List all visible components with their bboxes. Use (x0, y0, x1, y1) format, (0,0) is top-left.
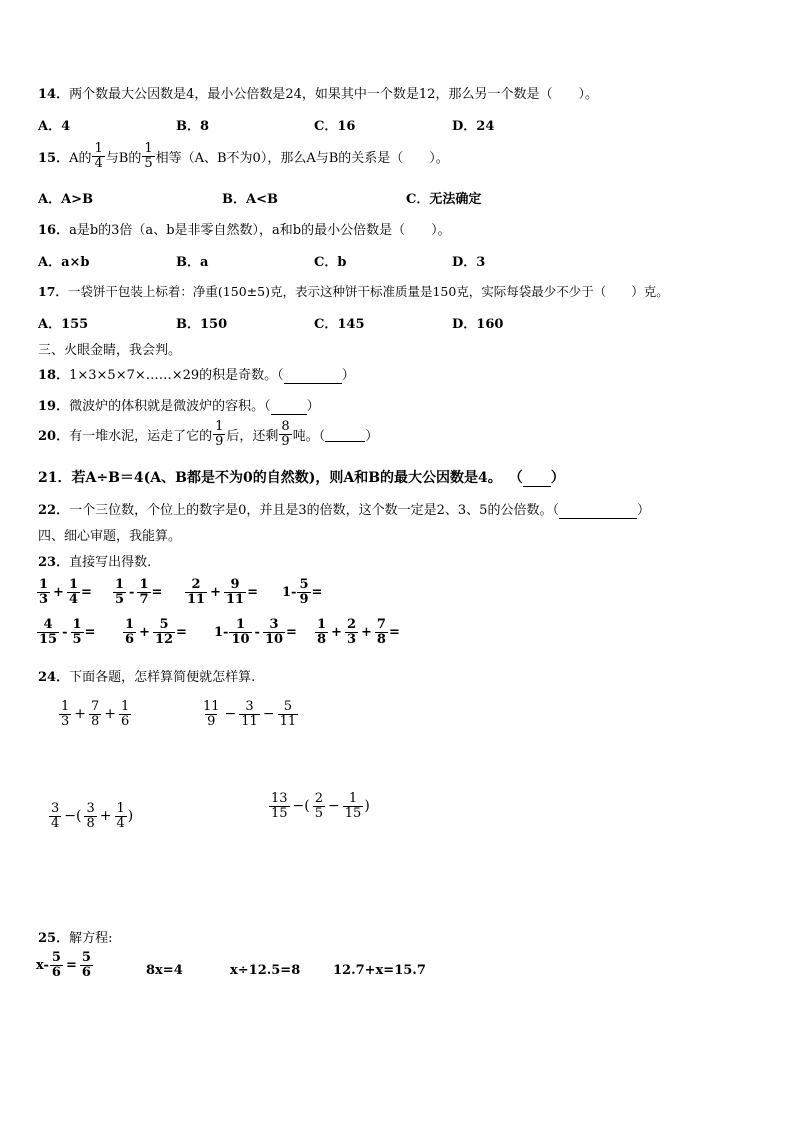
option-c[interactable]: C．145 (314, 317, 365, 332)
simplify-expression-2: $\frac{11}{9}$ − $\frac{3}{11}$ − $\frac{5}{11}$ (203, 699, 297, 729)
calc-item: $\frac{4}{15}$ - $\frac{1}{5}$ = (39, 617, 96, 647)
question-15 (38, 142, 449, 170)
option-b[interactable]: B．a (176, 255, 209, 270)
question-text: 吨。（ (292, 428, 326, 444)
fraction: $\frac{1}{5}$ (144, 141, 153, 171)
option-c[interactable]: C．16 (314, 119, 356, 134)
calc-item: 1- $\frac{5}{9}$ = (282, 577, 323, 607)
option-b[interactable]: B．8 (176, 119, 210, 134)
section-heading-4: 四、细心审题，我能算。 (38, 529, 182, 544)
question-text: 下面各题，怎样算简便就怎样算. (69, 670, 256, 685)
question-number: 20． (38, 428, 70, 444)
question-14 (38, 83, 598, 102)
section-heading-3: 三、火眼金睛，我会判。 (38, 343, 182, 358)
option-d[interactable]: D．24 (452, 119, 495, 134)
calc-item: $\frac{1}{5}$ - $\frac{1}{7}$ = (115, 577, 163, 607)
question-text: 两个数最大公因数是4，最小公倍数是24，如果其中一个数是12，那么另一个数是（ ）。 (69, 87, 598, 102)
simplify-expression-4: $\frac{13}{15}$ −( $\frac{2}{5}$ − $\frac{1}{15}$ ) (271, 791, 370, 821)
answer-blank[interactable] (284, 368, 342, 384)
option-d[interactable]: D．160 (452, 317, 504, 332)
question-text: a是b的3倍（a、b是非零自然数），a和b的最小公倍数是（ ）。 (69, 223, 451, 238)
question-18: 18．1×3×5×7×……×29的积是奇数。（ ） (38, 368, 355, 383)
question-16 (38, 219, 451, 238)
equation-1: x- $\frac{5}{6}$ = $\frac{5}{6}$ (36, 950, 91, 980)
question-22: 22．一个三位数，个位上的数字是0，并且是3的倍数，这个数一定是2、3、5的公倍数。（ ） (38, 503, 650, 518)
question-number: 18． (38, 368, 70, 383)
question-number: 22． (38, 503, 70, 518)
equation-2: 8x=4 (146, 963, 183, 978)
question-number: 15． (38, 150, 70, 166)
question-text: 一袋饼干包装上标着：净重(150±5)克，表示这种饼干标准质量是150克，实际每袋最少不少于（ ）克。 (67, 284, 669, 299)
calc-item: 1- $\frac{1}{10}$ - $\frac{3}{10}$ = (214, 617, 297, 647)
answer-blank[interactable] (271, 399, 307, 415)
option-a[interactable]: A．155 (38, 317, 89, 332)
question-23 (38, 551, 151, 570)
option-d[interactable]: D．3 (452, 255, 486, 270)
question-21: 21．若A÷B＝4(A、B都是不为0的自然数)，则A和B的最大公因数是4。 （ ） (38, 470, 565, 486)
question-number: 23． (38, 555, 70, 570)
option-c[interactable]: C．无法确定 (406, 192, 482, 207)
question-17 (38, 282, 669, 300)
option-b[interactable]: B．A<B (222, 192, 278, 207)
question-text: 与B的 (105, 150, 142, 166)
question-text: 一个三位数，个位上的数字是0，并且是3的倍数，这个数一定是2、3、5的公倍数。（ (69, 503, 559, 518)
fraction: $\frac{1}{4}$ (94, 141, 103, 171)
question-number: 14． (38, 87, 70, 102)
question-number: 17． (38, 284, 68, 299)
simplify-expression-1: $\frac{1}{3}$ + $\frac{7}{8}$ + $\frac{1}{6}$ (61, 699, 130, 729)
question-text: 直接写出得数. (69, 555, 152, 570)
question-text: 相等（A、B不为0），那么A与B的关系是（ ）。 (155, 150, 449, 166)
question-number: 25． (38, 931, 70, 946)
option-a[interactable]: A．4 (38, 119, 71, 134)
option-b[interactable]: B．150 (176, 317, 228, 332)
question-text: 1×3×5×7×……×29的积是奇数。（ (69, 368, 284, 383)
question-text: 有一堆水泥，运走了它的 (69, 428, 213, 444)
fraction: $\frac{1}{9}$ (215, 419, 224, 449)
question-text: 解方程: (69, 931, 113, 946)
equation-3: x÷12.5=8 (230, 963, 301, 978)
question-24 (38, 666, 255, 685)
option-c[interactable]: C．b (314, 255, 347, 270)
fraction: $\frac{8}{9}$ (281, 419, 290, 449)
question-number: 24． (38, 670, 70, 685)
question-number: 19． (38, 399, 70, 414)
calc-item: $\frac{2}{11}$ + $\frac{9}{11}$ = (187, 577, 258, 607)
question-text: 若A÷B＝4(A、B都是不为0的自然数)，则A和B的最大公因数是4。 (71, 470, 502, 486)
option-a[interactable]: A．a×b (38, 255, 90, 270)
calc-item: $\frac{1}{6}$ + $\frac{5}{12}$ = (125, 617, 187, 647)
question-text: 后，还剩 (226, 428, 279, 444)
question-number: 21． (38, 470, 72, 486)
answer-blank[interactable] (559, 503, 637, 519)
option-a[interactable]: A．A>B (38, 192, 94, 207)
calc-item: $\frac{1}{8}$ + $\frac{2}{3}$ + $\frac{7}{8}$ = (317, 617, 400, 647)
question-19: 19．微波炉的体积就是微波炉的容积。（ ） (38, 399, 320, 414)
question-text: 微波炉的体积就是微波炉的容积。（ (69, 399, 271, 414)
answer-blank[interactable] (325, 426, 365, 442)
question-text: A的 (69, 150, 92, 166)
question-number: 16． (38, 223, 70, 238)
question-20: 20． 有一堆水泥，运走了它的 $\frac{1}{9}$ 后，还剩 $\frac{8}{9}$ 吨。（ ） (38, 419, 379, 449)
equation-4: 12.7+x=15.7 (333, 963, 426, 978)
simplify-expression-3: $\frac{3}{4}$ −( $\frac{3}{8}$ + $\frac{1}{4}$ ) (51, 801, 134, 831)
question-25 (38, 927, 112, 946)
answer-blank[interactable] (523, 470, 551, 487)
calc-item: $\frac{1}{3}$ + $\frac{1}{4}$ = (39, 577, 92, 607)
